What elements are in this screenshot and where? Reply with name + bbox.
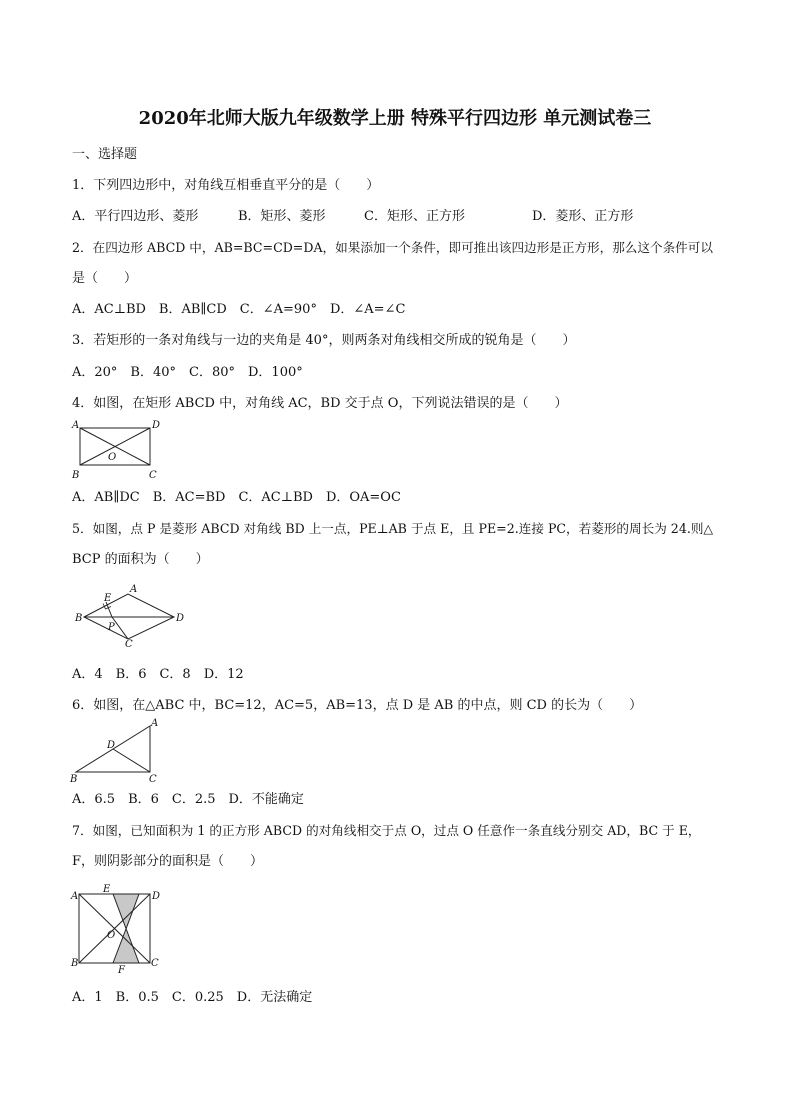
- q6-label-d: D: [107, 740, 116, 751]
- question-1: 1．下列四边形中，对角线互相垂直平分的是（ ）: [72, 178, 380, 193]
- question-6: 6．如图，在△ABC 中，BC=12，AC=5，AB=13，点 D 是 AB 的中点，则 CD 的长为（ ）: [72, 698, 643, 713]
- question-5-line-1: 5．如图，点 P 是菱形 ABCD 对角线 BD 上一点，PE⊥AB 于点 E，且 PE=2.连接 PC，若菱形的周长为 24.则△: [72, 521, 714, 536]
- q5-label-d: D: [176, 613, 185, 624]
- question-7-line-1: 7．如图，已知面积为 1 的正方形 ABCD 的对角线相交于点 O，过点 O 任意作一条直线分别交 AD，BC 于 E，: [72, 823, 701, 838]
- q6-label-c: C: [149, 774, 157, 785]
- question-3: 3．若矩形的一条对角线与一边的夹角是 40°，则两条对角线相交所成的锐角是（ ）: [72, 333, 576, 348]
- page-title: 2020年北师大版九年级数学上册 特殊平行四边形 单元测试卷三: [138, 108, 652, 129]
- q5-label-b: B: [75, 613, 83, 624]
- square-figure: [70, 882, 170, 974]
- q1-option-d: D．菱形、正方形: [532, 209, 634, 224]
- question-6-options: A．6.5 B．6 C．2.5 D．不能确定: [72, 792, 304, 807]
- question-7-line-2: F，则阴影部分的面积是（ ）: [72, 854, 264, 869]
- q7-label-b: B: [71, 958, 79, 969]
- q4-label-d: D: [152, 420, 161, 431]
- q7-label-d: D: [152, 891, 161, 902]
- q5-label-a: A: [130, 584, 138, 595]
- section-heading: 一、选择题: [72, 147, 138, 162]
- q4-label-a: A: [72, 420, 80, 431]
- q5-label-c: C: [125, 639, 133, 650]
- q6-label-a: A: [151, 718, 159, 729]
- q4-label-c: C: [149, 470, 157, 481]
- q7-label-f: F: [118, 965, 125, 976]
- question-7-options: A．1 B．0.5 C．0.25 D．无法确定: [72, 990, 313, 1005]
- q7-label-e: E: [103, 884, 111, 895]
- q7-label-c: C: [151, 958, 159, 969]
- question-4-options: A．AB∥DC B．AC=BD C．AC⊥BD D．OA=OC: [72, 490, 401, 505]
- question-4: 4．如图，在矩形 ABCD 中，对角线 AC，BD 交于点 O，下列说法错误的是（ ）: [72, 396, 568, 411]
- question-5-options: A．4 B．6 C．8 D．12: [72, 667, 244, 682]
- right-triangle-figure: [70, 718, 170, 784]
- q7-label-o: O: [107, 930, 116, 941]
- question-3-options: A．20° B．40° C．80° D．100°: [72, 365, 303, 380]
- question-2-options: A．AC⊥BD B．AB∥CD C．∠A=90° D．∠A=∠C: [72, 302, 406, 317]
- q4-label-o: O: [108, 452, 117, 463]
- question-5-line-2: BCP 的面积为（ ）: [72, 552, 209, 567]
- question-2-line-2: 是（ ）: [72, 271, 138, 286]
- q4-label-b: B: [72, 470, 80, 481]
- q6-label-b: B: [70, 774, 78, 785]
- q1-option-c: C．矩形、正方形: [364, 209, 465, 224]
- q5-label-e: E: [104, 593, 112, 604]
- question-2-line-1: 2．在四边形 ABCD 中，AB=BC=CD=DA，如果添加一个条件，即可推出该四边形是正方形，那么这个条件可以: [72, 240, 713, 255]
- q1-option-b: B．矩形、菱形: [238, 209, 326, 224]
- q5-label-p: P: [108, 622, 115, 633]
- q7-label-a: A: [71, 891, 79, 902]
- question-1-options: [72, 208, 633, 226]
- rhombus-figure: [70, 582, 190, 652]
- rectangle-figure: [70, 418, 170, 484]
- q1-option-a: A．平行四边形、菱形: [72, 209, 199, 224]
